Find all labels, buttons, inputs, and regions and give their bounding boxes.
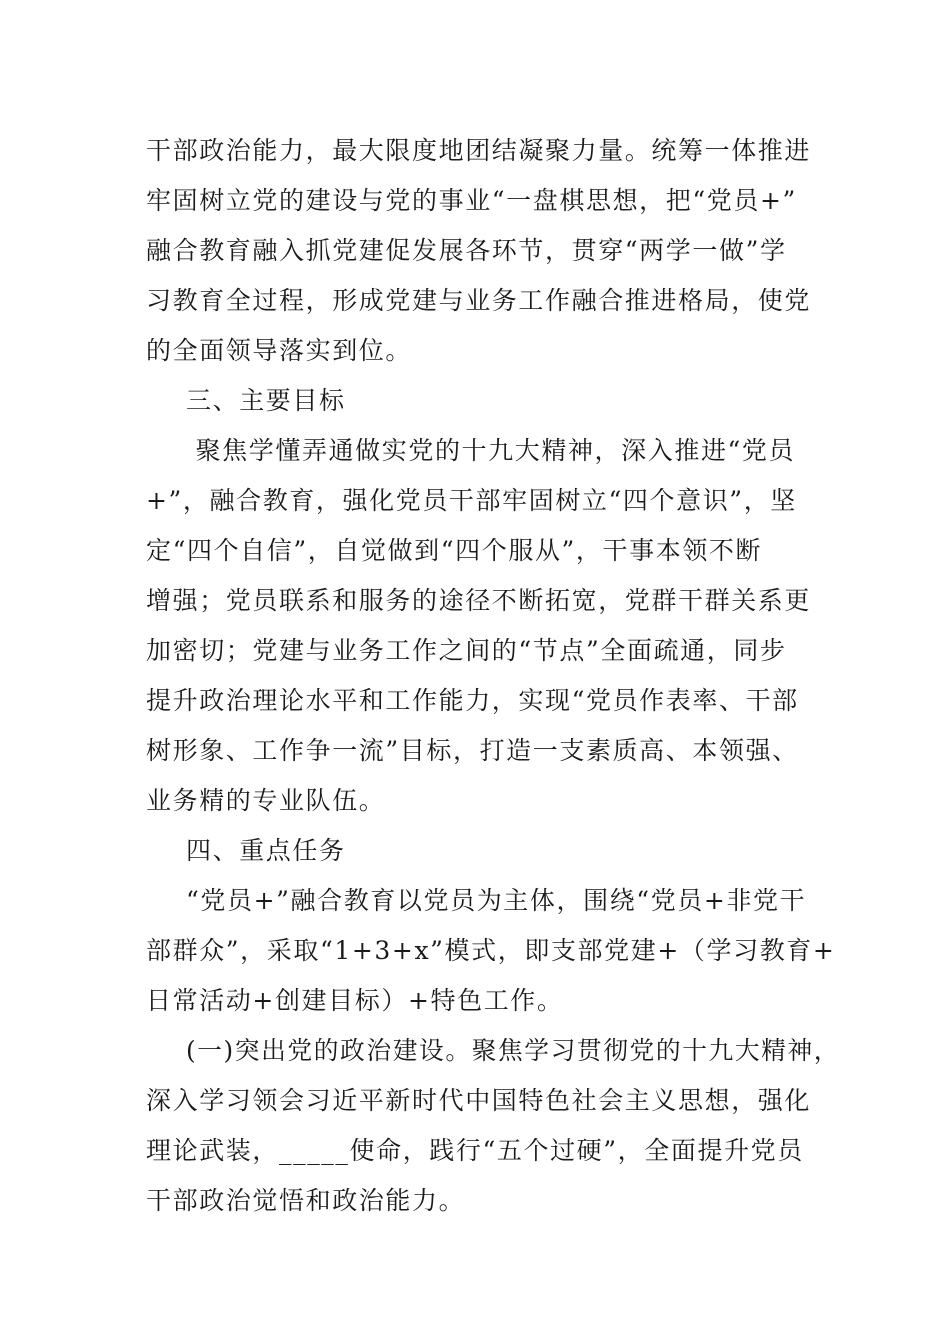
body-text-line: 加密切；党建与业务工作之间的“节点”全面疏通，同步 — [146, 636, 787, 665]
body-text-line: 的全面领导落实到位。 — [146, 336, 413, 365]
body-text-line: 业务精的专业队伍。 — [146, 786, 386, 815]
body-text-line: 定“四个自信”，自觉做到“四个服从”，干事本领不断 — [146, 536, 763, 565]
subsection-heading-political: (一)突出党的政治建设。聚焦学习贯彻党的十九大精神， — [186, 1036, 841, 1065]
body-text-line: “党员+”融合教育以党员为主体，围绕“党员+非党干 — [186, 886, 807, 915]
body-text-line: +”，融合教育，强化党员干部牢固树立“四个意识”，坚 — [146, 486, 797, 515]
body-text-line: 部群众”，采取“1+3+x”模式，即支部党建+（学习教育+ — [146, 936, 836, 965]
body-text-line: 深入学习领会习近平新时代中国特色社会主义思想，强化 — [146, 1086, 812, 1115]
body-text-line: 理论武装，_____使命，践行“五个过硬”，全面提升党员 — [146, 1136, 804, 1165]
section-heading-goals: 三、主要目标 — [186, 386, 346, 415]
body-text-line: 树形象、工作争一流”目标，打造一支素质高、本领强、 — [146, 736, 799, 765]
body-text-line: 牢固树立党的建设与党的事业“一盘棋思想，把“党员+” — [146, 186, 797, 215]
body-text-line: 干部政治觉悟和政治能力。 — [146, 1186, 466, 1215]
body-text-line: 日常活动+创建目标）+特色工作。 — [146, 986, 564, 1015]
body-text-line: 聚焦学懂弄通做实党的十九大精神，深入推进“党员 — [186, 436, 796, 465]
body-text-line: 干部政治能力，最大限度地团结凝聚力量。统筹一体推进 — [146, 136, 812, 165]
body-text-line: 习教育全过程，形成党建与业务工作融合推进格局，使党 — [146, 286, 812, 315]
section-heading-tasks: 四、重点任务 — [186, 836, 346, 865]
body-text-line: 融合教育融入抓党建促发展各环节，贯穿“两学一做”学 — [146, 236, 787, 265]
body-text-line: 增强；党员联系和服务的途径不断拓宽，党群干群关系更 — [146, 586, 812, 615]
body-text-line: 提升政治理论水平和工作能力，实现“党员作表率、干部 — [146, 686, 799, 715]
